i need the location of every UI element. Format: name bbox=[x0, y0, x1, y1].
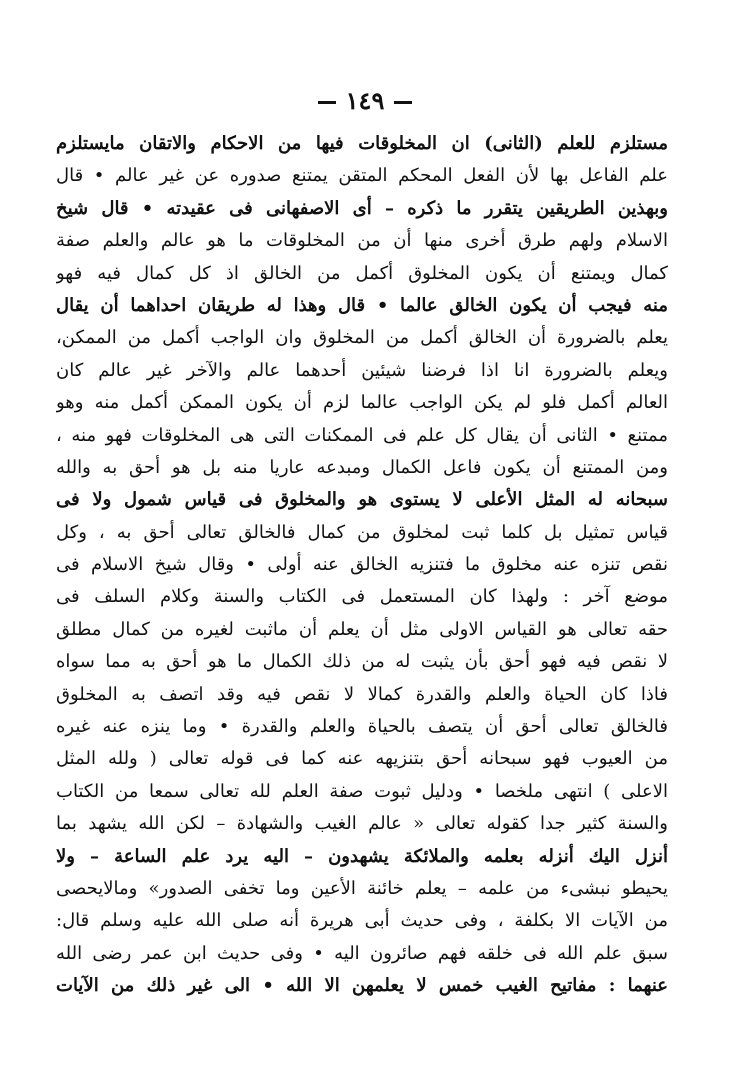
text-line: موضع آخر : ولهذا كان المستعمل فى الكتاب والسنة وكلام السلف فى bbox=[56, 586, 668, 608]
text-line: يعلم بالضرورة أن الخالق أكمل من المخلوق وان الواجب أكمل من الممكن، bbox=[56, 327, 668, 349]
text-line: والسنة كثير جدا كقوله تعالى « عالم الغيب والشهادة – لكن الله يشهد بما bbox=[56, 813, 668, 835]
text-line: مستلزم للعلم (الثانى) ان المخلوقات فيها من الاحكام والاتقان مايستلزم bbox=[56, 133, 668, 154]
text-line: ممتنع • الثانى أن يقال كل علم فى الممكنات التى هى المخلوقات فهو منه ، bbox=[56, 424, 668, 446]
body-text bbox=[56, 128, 668, 1003]
text-line: نقص تنزه عنه مخلوق ما فتنزيه الخالق عنه أولى • وقال شيخ الاسلام فى bbox=[56, 554, 668, 576]
text-line: الاسلام ولهم طرق أخرى منها أن من المخلوقات ما هو عالم والعلم صفة bbox=[56, 230, 668, 252]
text-line: ويعلم بالضرورة انا اذا فرضنا شيئين أحدهما عالم والآخر غير عالم كان bbox=[56, 359, 668, 381]
text-line: قياس تمثيل بل كلما ثبت لمخلوق من كمال فالخالق تعالى أحق به ، وكل bbox=[56, 521, 668, 543]
text-line: سبق علم الله فى خلقه فهم صائرون اليه • وفى حديث ابن عمر رضى الله bbox=[56, 942, 668, 964]
text-line: فالخالق تعالى أحق أن يتصف بالحياة والعلم والقدرة • وما ينزه عنه غيره bbox=[56, 716, 668, 738]
text-line: علم الفاعل بها لأن الفعل المحكم المتقن يمتنع صدوره عن غير عالم • قال bbox=[56, 165, 668, 187]
text-line: لا نقص فيه فهو أحق بأن يثبت له من ذلك الكمال ما هو أحق به مما سواه bbox=[56, 651, 668, 673]
dash-left bbox=[394, 101, 412, 104]
page-number: ١٤٩ bbox=[345, 86, 385, 115]
text-line: من العيوب فهو سبحانه أحق بتنزيهه عنه كما فى قوله تعالى ( ولله المثل bbox=[56, 748, 668, 770]
text-line: وبهذين الطريقين يتقرر ما ذكره – أى الاصفهانى فى عقيدته • قال شيخ bbox=[56, 197, 668, 219]
text-line: حقه تعالى هو القياس الاولى مثل أن يعلم أن ماثبت لغيره من كمال مطلق bbox=[56, 618, 668, 640]
text-line: من الآيات الا بكلفة ، وفى حديث أبى هريرة أنه صلى الله عليه وسلم قال: bbox=[56, 910, 668, 932]
text-line: أنزل اليك أنزله بعلمه والملائكة يشهدون – اليه يرد علم الساعة – ولا bbox=[56, 845, 668, 867]
text-line: ومن الممتنع أن يكون فاعل الكمال ومبدعه عاريا منه بل هو أحق به والله bbox=[56, 456, 668, 478]
text-line: فاذا كان الحياة والعلم والقدرة كمالا لا نقص فيه وقد اتصف به المخلوق bbox=[56, 683, 668, 705]
text-line: عنهما : مفاتيح الغيب خمس لا يعلمهن الا الله • الى غير ذلك من الآيات bbox=[56, 975, 668, 997]
text-line: العالم أكمل فلو لم يكن الواجب عالما لزم أن يكون الممكن أكمل منه وهو bbox=[56, 392, 668, 414]
text-line: منه فيجب أن يكون الخالق عالما • قال وهذا له طريقان احداهما أن يقال bbox=[56, 294, 668, 316]
page-number-header bbox=[0, 86, 730, 115]
text-line: الاعلى ) انتهى ملخصا • ودليل ثبوت صفة العلم لله تعالى سمعا من الكتاب bbox=[56, 780, 668, 802]
text-line: يحيطو نبشىء من علمه – يعلم خائنة الأعين وما تخفى الصدور» ومالايحصى bbox=[56, 877, 668, 899]
text-line: كمال ويمتنع أن يكون المخلوق أكمل من الخالق اذ كل كمال فيه فهو bbox=[56, 262, 668, 284]
dash-right bbox=[318, 101, 336, 104]
text-line: سبحانه له المثل الأعلى لا يستوى هو والمخلوق فى قياس شمول ولا فى bbox=[56, 489, 668, 511]
